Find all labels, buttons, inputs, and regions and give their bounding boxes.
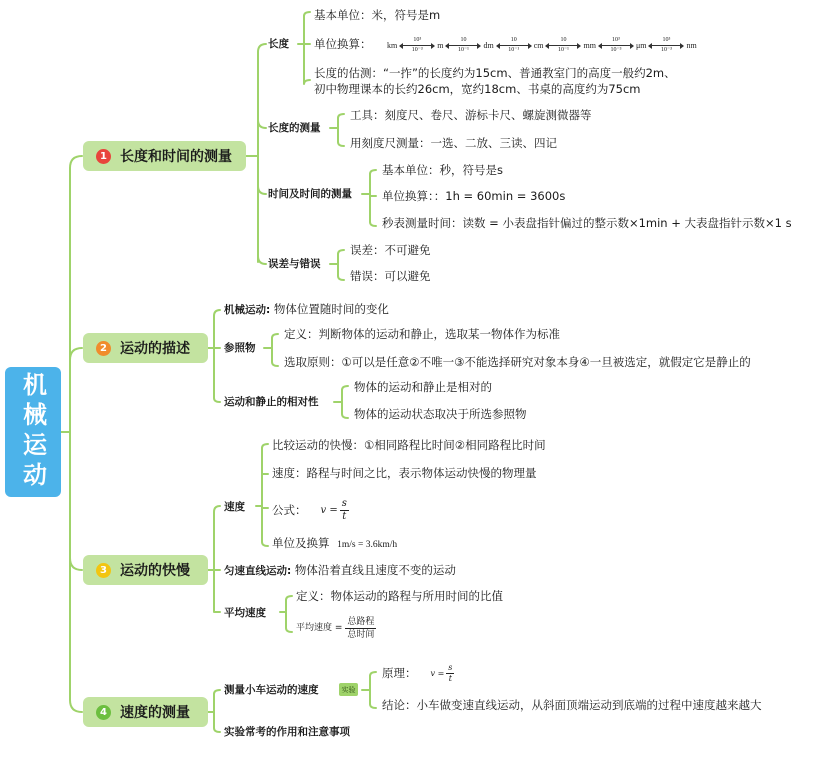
node-time-measure[interactable]: 时间及时间的测量 — [268, 188, 352, 200]
node-time-unit[interactable]: 基本单位：秒，符号是s — [382, 163, 503, 177]
node-text: 物体沿着直线且速度不变的运动 — [294, 563, 456, 577]
node-error-mistake[interactable]: 误差与错误 — [268, 258, 321, 270]
root-title: 机械运动 — [18, 372, 47, 492]
node-error[interactable]: 误差：不可避免 — [350, 243, 431, 257]
node-speed-formula[interactable] — [272, 498, 349, 523]
principle-lhs: v = — [430, 669, 445, 678]
node-relativity[interactable]: 运动和静止的相对性 — [224, 396, 319, 408]
node-mechanical-motion[interactable] — [224, 302, 389, 318]
conv-arrow: 10³ 10⁻³ — [648, 37, 684, 54]
category-number-badge: 4 — [96, 705, 111, 720]
node-experiment-notes[interactable]: 实验常考的作用和注意事项 — [224, 726, 350, 738]
conv-unit: dm — [483, 41, 494, 50]
node-label: 机械运动: — [224, 304, 271, 316]
category-length-time[interactable] — [83, 141, 246, 171]
category-number-badge: 3 — [96, 563, 111, 578]
node-relativity-2[interactable]: 物体的运动状态取决于所选参照物 — [354, 407, 527, 421]
node-reference-definition[interactable]: 定义：判断物体的运动和静止，选取某一物体作为标准 — [284, 327, 560, 341]
conv-arrow: 10 10⁻¹ — [545, 37, 581, 54]
node-label: 匀速直线运动: — [224, 565, 292, 577]
node-average-formula[interactable] — [296, 616, 376, 641]
node-average-speed[interactable]: 平均速度 — [224, 607, 266, 619]
node-stopwatch[interactable]: 秒表测量时间：读数 = 小表盘指针偏过的整示数×1min + 大表盘指针示数×1 s — [382, 216, 792, 230]
node-conclusion[interactable]: 结论：小车做变速直线运动，从斜面顶端运动到底端的过程中速度越来越大 — [382, 698, 762, 712]
formula-lhs: v = — [320, 505, 338, 516]
conv-unit: cm — [533, 41, 544, 50]
category-number-badge: 2 — [96, 341, 111, 356]
node-text: 物体位置随时间的变化 — [273, 302, 389, 316]
node-speed-unit[interactable] — [272, 536, 397, 553]
node-reference-object[interactable]: 参照物 — [224, 342, 256, 354]
conv-unit: km — [387, 41, 398, 50]
formula-fraction: $\frac{s}{t}$ — [341, 498, 347, 522]
node-mistake[interactable]: 错误：可以避免 — [350, 269, 431, 283]
category-speed-measurement[interactable] — [83, 697, 208, 727]
node-speed[interactable]: 速度 — [224, 501, 245, 513]
conv-unit: nm — [686, 41, 697, 50]
root-node[interactable] — [5, 367, 61, 497]
conv-arrow: 10³ 10⁻³ — [598, 37, 634, 54]
node-compare-speed[interactable]: 比较运动的快慢：①相同路程比时间②相同路程比时间 — [272, 438, 546, 452]
node-length[interactable]: 长度 — [268, 38, 289, 50]
unit-label: 单位及换算 — [272, 536, 330, 550]
node-length-conversion[interactable]: 单位换算： — [314, 37, 372, 51]
conv-unit: mm — [583, 41, 596, 50]
node-length-measure[interactable]: 长度的测量 — [268, 122, 321, 134]
unit-conversion: 1m/s = 3.6km/h — [337, 540, 398, 550]
node-cart-speed[interactable]: 测量小车运动的速度 — [224, 684, 319, 696]
node-uniform-motion[interactable] — [224, 563, 456, 579]
category-label: 长度和时间的测量 — [120, 149, 232, 165]
category-label: 运动的描述 — [120, 341, 190, 357]
category-number-badge: 1 — [96, 149, 111, 164]
node-average-definition[interactable]: 定义：物体运动的路程与所用时间的比值 — [296, 589, 503, 603]
node-length-unit[interactable]: 基本单位：米，符号是m — [314, 8, 441, 22]
node-ruler-steps[interactable]: 用刻度尺测量：一选、二放、三读、四记 — [350, 136, 557, 150]
principle-label: 原理： — [382, 666, 417, 680]
node-reference-rule[interactable]: 选取原则：①可以是任意②不唯一③不能选择研究对象本身④一旦被选定，就假定它是静止的 — [284, 355, 751, 369]
node-principle[interactable] — [382, 663, 454, 684]
node-length-estimate-1[interactable]: 长度的估测：“一拃”的长度约为15cm、普通教室门的高度一般约2m、 — [314, 66, 676, 80]
avg-formula-lhs: 平均速度 = — [296, 623, 343, 633]
principle-fraction: $\frac{s}{t}$ — [448, 663, 453, 683]
conv-arrow: 10 10⁻¹ — [496, 37, 532, 54]
node-measure-tools[interactable]: 工具：刻度尺、卷尺、游标卡尺、螺旋测微器等 — [350, 108, 592, 122]
node-length-estimate-2[interactable]: 初中物理课本的长约26cm，宽约18cm、书桌的高度约为75cm — [314, 82, 641, 96]
conv-unit: μm — [635, 41, 647, 50]
formula-label: 公式： — [272, 503, 307, 517]
conv-unit: m — [437, 41, 444, 50]
conv-arrow: 10 10⁻¹ — [445, 37, 481, 54]
category-motion-speed[interactable] — [83, 555, 208, 585]
length-conversion-chain — [385, 37, 699, 54]
category-motion-description[interactable] — [83, 333, 208, 363]
avg-formula-fraction: $\frac{\text{总路程}}{\text{总时间}}$ — [347, 617, 375, 640]
node-speed-definition[interactable]: 速度：路程与时间之比，表示物体运动快慢的物理量 — [272, 466, 537, 480]
node-time-conversion[interactable]: 单位换算：：1h = 60min = 3600s — [382, 189, 566, 203]
node-relativity-1[interactable]: 物体的运动和静止是相对的 — [354, 380, 492, 394]
category-label: 运动的快慢 — [120, 563, 190, 579]
category-label: 速度的测量 — [120, 705, 190, 721]
conv-arrow: 10³ 10⁻³ — [399, 37, 435, 54]
experiment-badge: 实验 — [339, 683, 358, 696]
